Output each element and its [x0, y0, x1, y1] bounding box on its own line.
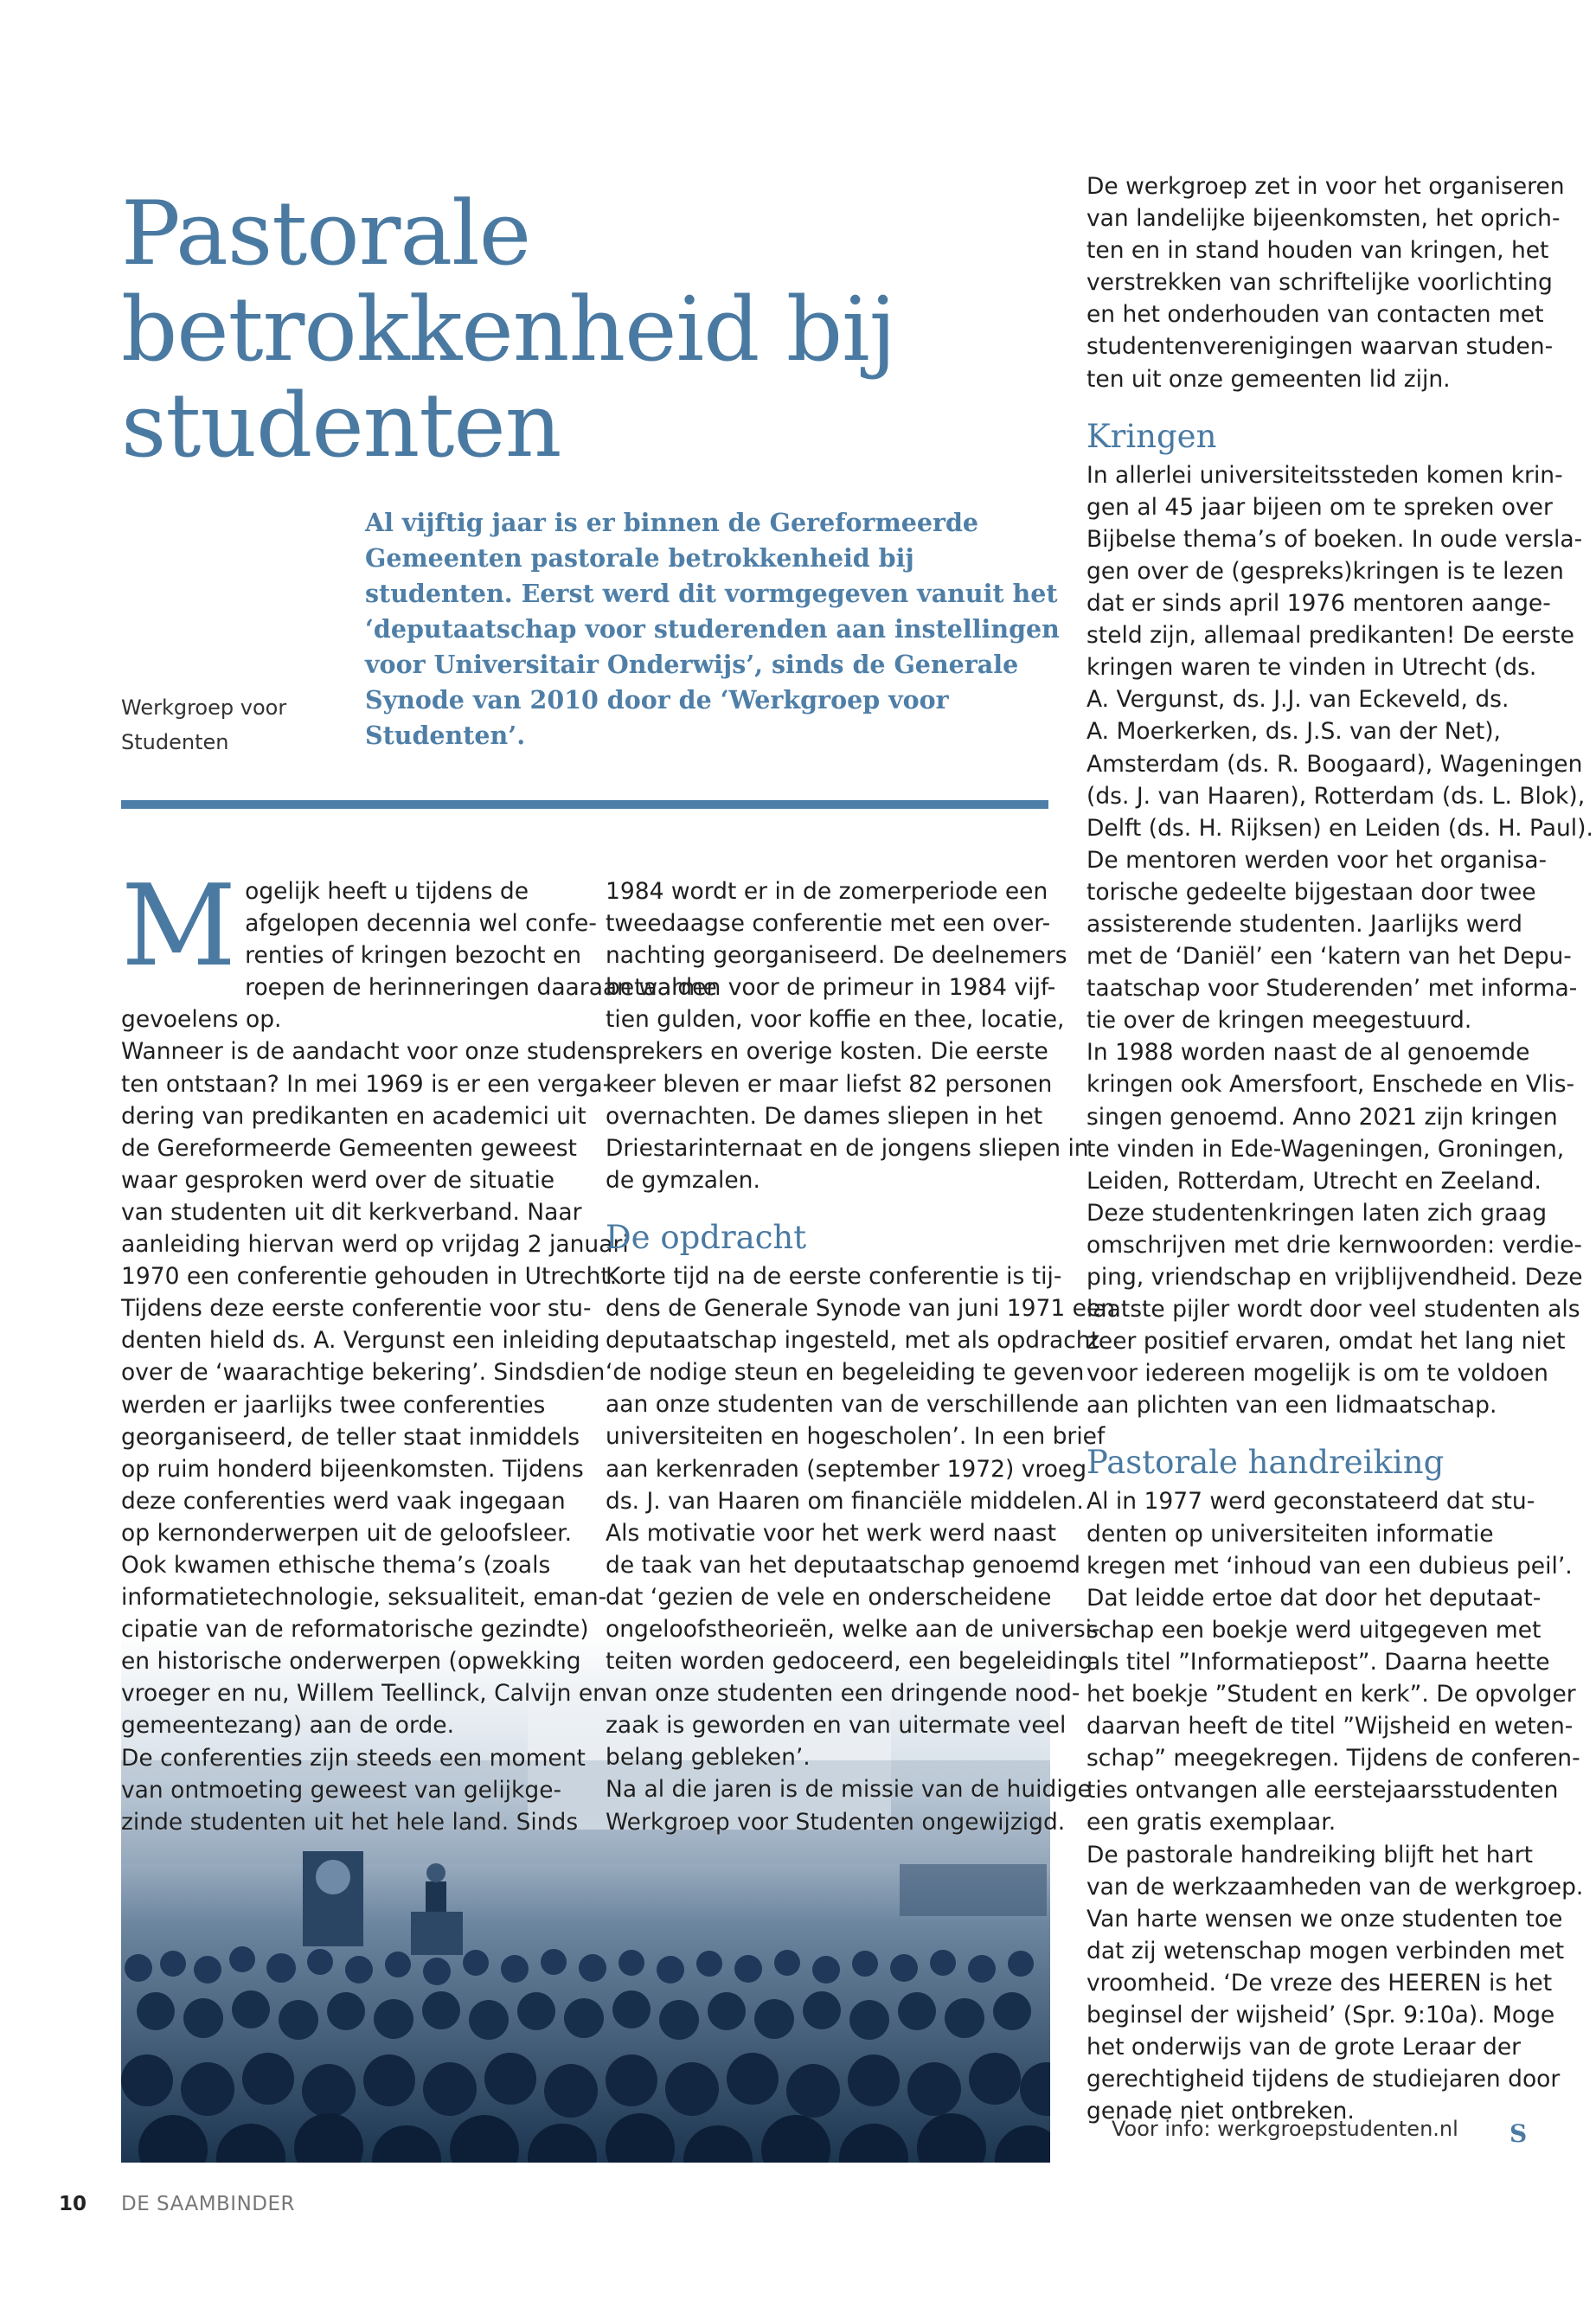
magazine-name: DE SAAMBINDER — [121, 2193, 296, 2215]
body-line: overnachten. De dames sliepen in het — [606, 1102, 1043, 1130]
body-line: als titel ”Informatiepost”. Daarna heette — [1086, 1648, 1550, 1676]
body-line: laatste pijler wordt door veel studenten als — [1086, 1296, 1580, 1324]
body-line: torische gedeelte bijgestaan door twee — [1086, 878, 1536, 906]
body-line: daarvan heeft de titel ”Wijsheid en weten- — [1086, 1713, 1574, 1740]
body-line: Tijdens deze eerste conferentie voor stu- — [121, 1295, 592, 1323]
body-line: Amsterdam (ds. R. Boogaard), Wageningen — [1086, 750, 1583, 778]
body-line: 1984 wordt er in de zomerperiode een — [606, 878, 1048, 905]
column-2 — [606, 875, 1116, 1838]
body-line: tien gulden, voor koffie en thee, locatie, — [606, 1006, 1065, 1034]
body-line: De werkgroep zet in voor het organiseren — [1086, 173, 1565, 200]
body-line: Werkgroep voor Studenten ongewijzigd. — [606, 1808, 1066, 1836]
title-line: betrokkenheid bij — [121, 279, 896, 381]
body-line: aanleiding hiervan werd op vrijdag 2 januari — [121, 1231, 629, 1259]
lead-line: Gemeenten pastorale betrokkenheid bij — [365, 543, 914, 573]
body-line: beginsel der wijsheid’ (Spr. 9:10a). Moge — [1086, 2001, 1555, 2029]
body-line: zaak is geworden en van uitermate veel — [606, 1712, 1067, 1740]
body-line: nachting georganiseerd. De deelnemers — [606, 942, 1067, 970]
info-link[interactable]: Voor info: werkgroepstudenten.nl — [1112, 2117, 1458, 2141]
heading-de-opdracht: De opdracht — [606, 1218, 807, 1256]
body-line: de taak van het deputaatschap genoemd — [606, 1551, 1080, 1579]
body-line: Als motivatie voor het werk werd naast — [606, 1519, 1057, 1547]
body-line: de gymzalen. — [606, 1166, 760, 1194]
body-line: ten uit onze gemeenten lid zijn. — [1086, 365, 1451, 393]
body-line: studentenverenigingen waarvan studen- — [1086, 333, 1554, 361]
body-line: gen al 45 jaar bijeen om te spreken over — [1086, 493, 1553, 521]
body-line: keer bleven er maar liefst 82 personen — [606, 1070, 1053, 1098]
author-line: Studenten — [121, 730, 229, 754]
body-line: A. Moerkerken, ds. J.S. van der Net), — [1086, 718, 1501, 746]
body-line: Leiden, Rotterdam, Utrecht en Zeeland. — [1086, 1167, 1542, 1195]
body-line: kringen ook Amersfoort, Enschede en Vlis- — [1086, 1071, 1575, 1099]
body-line: gen over de (gespreks)kringen is te lezen — [1086, 557, 1564, 585]
body-line: kringen waren te vinden in Utrecht (ds. — [1086, 654, 1537, 682]
lead-line: ‘deputaatschap voor studerenden aan instellingen — [365, 614, 1060, 644]
body-line: denten hield ds. A. Vergunst een inleiding — [121, 1327, 600, 1355]
body-line: taatschap voor Studerenden’ met informa- — [1086, 975, 1578, 1003]
body-line: aan kerkenraden (september 1972) vroeg — [606, 1455, 1087, 1483]
author-line: Werkgroep voor — [121, 695, 287, 720]
body-line: vroomheid. ‘De vreze des HEEREN is het — [1086, 1969, 1553, 1997]
body-line: omschrijven met drie kernwoorden: verdie- — [1086, 1231, 1582, 1259]
body-line: en het onderhouden van contacten met — [1086, 301, 1544, 329]
body-line: schap” meegekregen. Tijdens de conferen- — [1086, 1745, 1580, 1772]
body-line: van de werkzaamheden van de werkgroep. — [1086, 1873, 1584, 1900]
body-line: dat er sinds april 1976 mentoren aange- — [1086, 590, 1551, 618]
body-line: met de ‘Daniël’ een ‘katern van het Depu- — [1086, 943, 1572, 971]
body-line: genade niet ontbreken. — [1086, 2098, 1355, 2125]
body-line: tie over de kringen meegestuurd. — [1086, 1007, 1472, 1035]
body-line: Na al die jaren is de missie van de huidige — [606, 1776, 1092, 1804]
end-mark-icon: S — [1509, 2119, 1528, 2148]
body-line: deputaatschap ingesteld, met als opdracht — [606, 1327, 1099, 1355]
body-line: gemeentezang) aan de orde. — [121, 1712, 455, 1740]
body-line: voor iedereen mogelijk is om te voldoen — [1086, 1360, 1548, 1388]
body-line: In 1988 worden naast de al genoemde — [1086, 1039, 1530, 1067]
article-author — [121, 690, 329, 760]
body-line: assisterende studenten. Jaarlijks werd — [1086, 910, 1523, 938]
body-line: schap een boekje werd uitgegeven met — [1086, 1616, 1542, 1644]
body-line: zeer positief ervaren, omdat het lang niet — [1086, 1328, 1566, 1356]
body-line: dat ‘gezien de vele en onderscheidene — [606, 1583, 1052, 1611]
body-line: 1970 een conferentie gehouden in Utrecht. — [121, 1263, 618, 1291]
body-line: vroeger en nu, Willem Teellinck, Calvijn en — [121, 1680, 607, 1708]
body-line: afgelopen decennia wel confe- — [245, 910, 597, 938]
body-line: georganiseerd, de teller staat inmiddels — [121, 1423, 580, 1451]
body-line: A. Vergunst, ds. J.J. van Eckeveld, ds. — [1086, 686, 1509, 714]
body-line: dens de Generale Synode van juni 1971 een — [606, 1295, 1116, 1323]
body-line: van ontmoeting geweest van gelijkge- — [121, 1776, 562, 1804]
body-line: van landelijke bijeenkomsten, het oprich- — [1086, 205, 1561, 233]
body-line: gevoelens op. — [121, 1006, 282, 1034]
body-line: aan onze studenten van de verschillende — [606, 1391, 1080, 1419]
body-line: ds. J. van Haaren om financiële middelen. — [606, 1487, 1084, 1515]
body-line: Driestarinternaat en de jongens sliepen in — [606, 1134, 1089, 1162]
body-line: aan plichten van een lidmaatschap. — [1086, 1392, 1497, 1420]
body-line: ten ontstaan? In mei 1969 is er een verga- — [121, 1070, 612, 1098]
article-title — [121, 183, 1003, 478]
body-line: universiteiten en hogescholen’. In een brief — [606, 1423, 1106, 1451]
body-line: denten op universiteiten informatie — [1086, 1520, 1494, 1548]
divider-rule — [121, 800, 1048, 809]
body-line: dat zij wetenschap mogen verbinden met — [1086, 1937, 1565, 1965]
column-3 — [1086, 170, 1593, 2127]
body-line: zinde studenten uit het hele land. Sinds — [121, 1808, 579, 1836]
lead-line: voor Universitair Onderwijs’, sinds de Generale — [365, 650, 1019, 679]
body-line: te vinden in Ede-Wageningen, Groningen, — [1086, 1135, 1565, 1163]
body-line: het onderwijs van de grote Leraar der — [1086, 2034, 1522, 2061]
body-line: verstrekken van schriftelijke voorlichting — [1086, 269, 1553, 297]
body-line: werden er jaarlijks twee conferenties — [121, 1391, 546, 1419]
title-line: Pastorale — [121, 183, 531, 285]
body-line: Bijbelse thema’s of boeken. In oude versla- — [1086, 525, 1583, 553]
title-line: studenten — [121, 375, 561, 478]
body-line: In allerlei universiteitssteden komen krin- — [1086, 461, 1563, 489]
body-line: steld zijn, allemaal predikanten! De eerste — [1086, 622, 1574, 650]
body-line: het boekje ”Student en kerk”. De opvolger — [1086, 1681, 1576, 1708]
body-line: sprekers en overige kosten. Die eerste — [606, 1038, 1048, 1066]
drop-cap: M — [121, 860, 237, 991]
body-line: Deze studentenkringen laten zich graag — [1086, 1199, 1548, 1227]
body-line: informatietechnologie, seksualiteit, eman- — [121, 1584, 607, 1612]
body-line: ping, vriendschap en vrijblijvendheid. Deze — [1086, 1264, 1583, 1291]
body-line: waar gesproken werd over de situatie — [121, 1166, 555, 1194]
lead-line: Studenten’. — [365, 721, 526, 750]
body-line: Al in 1977 werd geconstateerd dat stu- — [1086, 1488, 1535, 1516]
body-line: kregen met ‘inhoud van een dubieus peil’. — [1086, 1552, 1573, 1580]
body-line: ‘de nodige steun en begeleiding te geven — [606, 1359, 1085, 1387]
body-line: belang gebleken’. — [606, 1744, 811, 1772]
heading-pastorale-handreiking: Pastorale handreiking — [1086, 1444, 1445, 1482]
body-line: ties ontvangen alle eerstejaarsstudenten — [1086, 1777, 1559, 1804]
body-line: dering van predikanten en academici uit — [121, 1102, 586, 1130]
lead-line: Al vijftig jaar is er binnen de Gereformeerde — [365, 508, 979, 537]
body-line: op kernonderwerpen uit de geloofsleer. — [121, 1519, 573, 1547]
body-line: over de ‘waarachtige bekering’. Sindsdien — [121, 1359, 606, 1387]
body-line: Korte tijd na de eerste conferentie is tij- — [606, 1262, 1062, 1290]
body-line: ogelijk heeft u tijdens de — [245, 878, 529, 905]
article-lead — [365, 505, 1060, 753]
body-line: singen genoemd. Anno 2021 zijn kringen — [1086, 1103, 1558, 1131]
body-line: op ruim honderd bijeenkomsten. Tijdens — [121, 1455, 584, 1483]
body-line: tweedaagse conferentie met een over- — [606, 910, 1051, 938]
body-line: Ook kwamen ethische thema’s (zoals — [121, 1551, 551, 1579]
body-line: De mentoren werden voor het organisa- — [1086, 846, 1548, 874]
lead-line: Synode van 2010 door de ‘Werkgroep voor — [365, 685, 949, 715]
body-line: Van harte wensen we onze studenten toe — [1086, 1905, 1563, 1932]
body-line: gerechtigheid tijdens de studiejaren door — [1086, 2066, 1561, 2093]
body-line: deze conferenties werd vaak ingegaan — [121, 1487, 566, 1515]
body-line: de Gereformeerde Gemeenten geweest — [121, 1134, 577, 1162]
body-line: Dat leidde ertoe dat door het deputaat- — [1086, 1584, 1542, 1612]
body-line: betaalden voor de primeur in 1984 vijf- — [606, 974, 1056, 1002]
body-line: van onze studenten een dringende nood- — [606, 1680, 1080, 1708]
body-line: De pastorale handreiking blijft het hart — [1086, 1841, 1534, 1868]
lead-line: studenten. Eerst werd dit vormgegeven vanuit het — [365, 579, 1058, 608]
body-line: van studenten uit dit kerkverband. Naar — [121, 1198, 582, 1226]
body-line: een gratis exemplaar. — [1086, 1809, 1336, 1836]
body-line: (ds. J. van Haaren), Rotterdam (ds. L. Blok), — [1086, 782, 1586, 810]
body-line: Delft (ds. H. Rijksen) en Leiden (ds. H. Paul). — [1086, 814, 1593, 842]
body-line: roepen de herinneringen daaraan warme — [245, 974, 717, 1002]
body-line: cipatie van de reformatorische gezindte) — [121, 1616, 589, 1644]
body-line: De conferenties zijn steeds een moment — [121, 1744, 586, 1772]
body-line: en historische onderwerpen (opwekking — [121, 1648, 581, 1676]
heading-kringen: Kringen — [1086, 417, 1217, 455]
page-number: 10 — [59, 2193, 87, 2215]
body-line: Wanneer is de aandacht voor onze studen- — [121, 1038, 614, 1066]
body-line: ongeloofstheorieën, welke aan de universi- — [606, 1615, 1100, 1643]
body-line: ten en in stand houden van kringen, het — [1086, 237, 1549, 265]
body-line: teiten worden gedoceerd, een begeleiding — [606, 1648, 1093, 1676]
body-line: renties of kringen bezocht en — [245, 942, 582, 970]
